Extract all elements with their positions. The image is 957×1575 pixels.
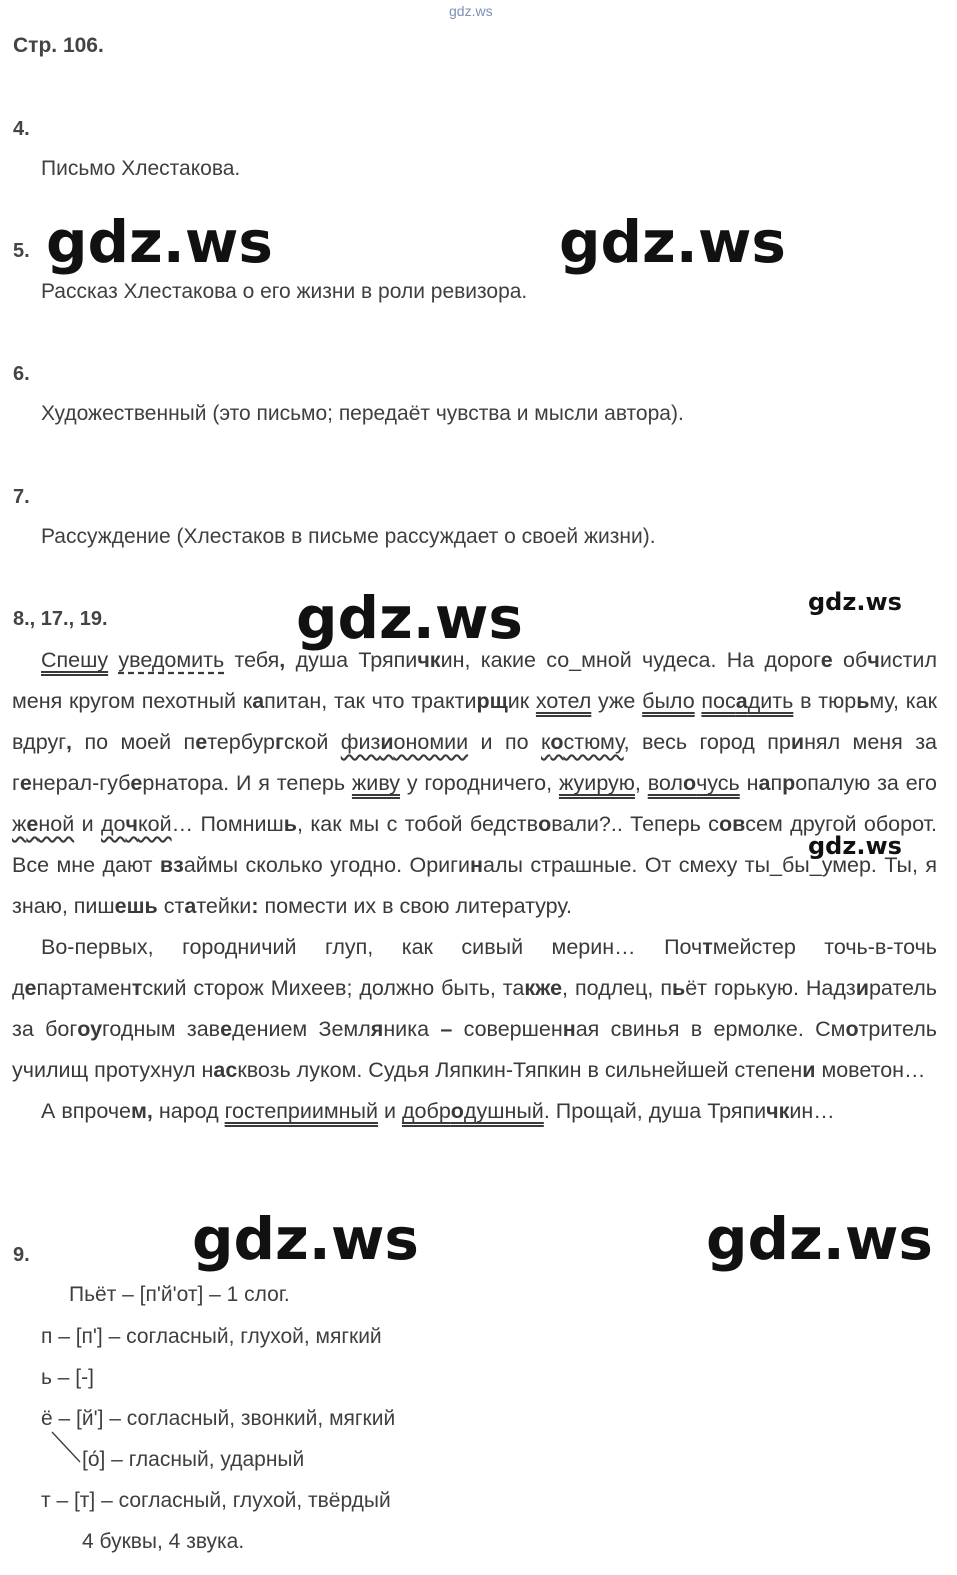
task-5-number: 5. [13,240,30,262]
task-6-answer: Художественный (это письмо; передаёт чувства и мысли автора). [41,402,684,425]
watermark-logo-small: gdz.ws [808,588,902,616]
site-watermark-top: gdz.ws [449,3,493,19]
task-7-answer: Рассуждение (Хлестаков в письме рассуждает о своей жизни). [41,525,656,548]
task-4-answer: Письмо Хлестакова. [41,157,241,180]
phonetic-line: ь – [-] [41,1366,94,1389]
watermark-logo: gdz.ws [296,584,523,652]
watermark-logo: gdz.ws [192,1205,419,1273]
phonetic-line: [о́] – гласный, ударный [82,1448,305,1471]
phonetic-line: ё – [й'] – согласный, звонкий, мягкий [41,1407,396,1430]
branch-connector [50,1430,84,1466]
task-4-number: 4. [13,118,30,140]
watermark-logo-small: gdz.ws [808,832,902,860]
watermark-logo: gdz.ws [46,208,273,276]
phonetic-line: т – [т] – согласный, глухой, твёрдый [41,1489,391,1512]
task-8-number: 8., 17., 19. [13,608,108,630]
letter-text: Спешу уведомить тебя, душа Тряпичкин, какие со_мной чудеса. На дороге обчистил меня кругом пехотный капитан, так что трактирщик хотел уже было посадить в тюрьму, как вдруг, по моей петербургской физиономии и по костюму, весь город принял меня за генерал-губернатора. И я теперь живу у городничего, жуирую, волочусь напропалую за его женой и дочкой… Помнишь, как мы с тобой бедствовали?.. Теперь совсем другой оборот. Все мне дают взаймы сколько угодно. Оригиналы страшные. От смеху ты_бы_умер. Ты, я знаю, пишешь статейки: помести их в свою литературу. Во-первых, городничий глуп, как сивый мерин… Почтмейстер точь-в-точь департаментский сторож Михеев; должно быть, также, подлец, пьёт горькую. Надзиратель за богоугодным заведением Земляника – совершенная свинья в ермолке. Смотритель училищ протухнул насквозь луком. Судья Ляпкин-Тяпкин в сильнейшей степени моветон… А впрочем, народ гостеприимный и добродушный. Прощай, душа Тряпичкин… [12,648,938,1123]
page-title: Стр. 106. [13,34,104,57]
phonetic-summary: 4 буквы, 4 звука. [82,1530,245,1553]
watermark-logo: gdz.ws [559,208,786,276]
watermark-logo: gdz.ws [706,1205,933,1273]
task-9-number: 9. [13,1244,30,1266]
task-6-number: 6. [13,363,30,385]
phonetic-line: п – [п'] – согласный, глухой, мягкий [41,1325,382,1348]
task-5-answer: Рассказ Хлестакова о его жизни в роли ревизора. [41,280,528,303]
phonetic-word: Пьёт – [п'й'от] – 1 слог. [69,1283,290,1306]
task-7-number: 7. [13,486,30,508]
